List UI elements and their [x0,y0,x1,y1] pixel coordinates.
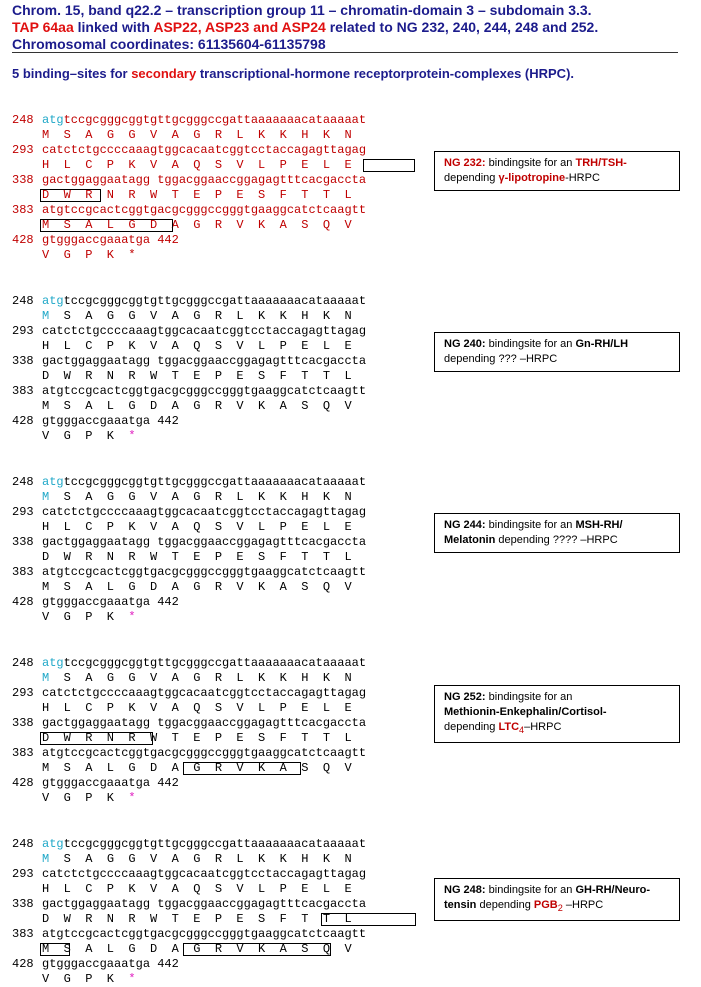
aa-sequence: M S A L G D A G R V K A S Q V [42,399,352,413]
note-id: NG 244: [444,519,486,531]
linked-text: linked with [73,19,154,35]
dna-sequence: gtgggaccgaaatga 442 [42,957,179,971]
dna-line [12,143,432,158]
aa-line [12,158,432,173]
aa-line [12,490,432,505]
dna-line [12,173,432,188]
aa-sequence: D W R N R W T E P E S F T T L [42,550,352,564]
note-ng252 [434,685,680,743]
note-hormone: TRH/TSH- [575,157,627,169]
aa-sequence: M S A L G D A G R V K A S Q V [42,761,352,775]
dna-sequence: catctctgccccaaagtggcacaatcggtcctaccagagttagag [42,505,367,519]
position-number: 338 [12,716,34,730]
dna-sequence: tccgcgggcggtgttgcgggccgattaaaaaaacataaaaat [63,475,367,489]
aa-sequence: H L C P K V A Q S V L P E L E [42,701,352,715]
position-number: 293 [12,867,34,881]
dna-sequence: gactggaggaatagg tggacggaaccggagagtttcacgaccta [42,716,367,730]
dna-sequence: gactggaggaatagg tggacggaaccggagagtttcacgaccta [42,535,367,549]
binding-box [183,762,301,775]
aa-sequence: D W R N R W T E P E S F T T L [42,188,352,202]
dna-sequence: gtgggaccgaaatga 442 [42,776,179,790]
stop-codon: * [128,610,136,624]
dna-sequence: catctctgccccaaagtggcacaatcggtcctaccagagttagag [42,867,367,881]
aa-sequence: V G P K [42,429,129,443]
dna-line [12,535,432,550]
position-number: 248 [12,475,34,489]
aa-sequence: S A G G V A G R L K K H K N [49,490,352,504]
aa-line [12,429,432,444]
aa-line [12,701,432,716]
stop-codon: * [128,429,136,443]
aa-sequence: M S A L G D A G R V K A S Q V [42,942,352,956]
aa-line [12,912,432,927]
position-number: 293 [12,143,34,157]
aa-sequence: S A G G V A G R L K K H K N [49,671,352,685]
dna-sequence: catctctgccccaaagtggcacaatcggtcctaccagagttagag [42,143,367,157]
note-ng244 [434,513,680,553]
dna-line [12,776,432,791]
note-text: bindingsite for an [485,519,576,531]
header-line-3: Chromosomal coordinates: 61135604-61135798 [12,36,326,52]
position-number: 248 [12,294,34,308]
aa-sequence: D W R N R W T E P E S F T T L [42,912,352,926]
aa-sequence: S A G G V A G R L K K H K N [49,852,352,866]
note-id: NG 232: [444,157,486,169]
dna-line [12,505,432,520]
dna-sequence: catctctgccccaaagtggcacaatcggtcctaccagagttagag [42,686,367,700]
position-number: 338 [12,535,34,549]
note-subscript: 2 [557,903,563,914]
aa-sequence: H L C P K V A Q S V L P E L E [42,882,352,896]
aa-line [12,128,432,143]
aa-sequence: M S A L G D A G R V K A S Q V [42,218,352,232]
header-line-2 [12,19,598,36]
dna-line [12,927,432,942]
note-text: –HRPC [562,899,604,911]
binding-box [183,943,331,956]
aa-sequence: D W R N R W T E P E S F T T L [42,731,352,745]
aa-line [12,309,432,324]
sequence-block-ng248 [12,837,432,987]
note-id: NG 248: [444,884,486,896]
position-number: 428 [12,595,34,609]
aa-start: M [42,671,50,685]
note-ng248 [434,878,680,921]
aa-start: M [42,128,50,142]
aa-line [12,671,432,686]
note-text: depending [444,721,499,733]
aa-start: M [42,852,50,866]
dna-sequence: gtgggaccgaaatga 442 [42,233,179,247]
note-text: bindingsite for an [485,338,576,350]
position-number: 248 [12,656,34,670]
related-text: related to NG 232, 240, 244, 248 and 252. [325,19,599,35]
note-ng232 [434,151,680,191]
position-number: 383 [12,203,34,217]
dna-line [12,837,432,852]
stop-codon: * [128,248,136,262]
aa-line [12,399,432,414]
position-number: 293 [12,324,34,338]
binding-box [40,189,101,202]
aa-line [12,248,432,263]
aa-sequence: M S A L G D A G R V K A S Q V [42,580,352,594]
dna-sequence: catctctgccccaaagtggcacaatcggtcctaccagagttagag [42,324,367,338]
dna-sequence: gactggaggaatagg tggacggaaccggagagtttcacgaccta [42,173,367,187]
start-codon: atg [42,475,64,489]
aa-sequence: V G P K [42,610,129,624]
aa-line [12,852,432,867]
position-number: 428 [12,776,34,790]
note-hormone: LTC [498,721,520,733]
note-hormone: Melatonin [444,534,496,546]
start-codon: atg [42,656,64,670]
note-text: depending [444,172,499,184]
stop-codon: * [128,972,136,986]
dna-sequence: tccgcgggcggtgttgcgggccgattaaaaaaacataaaaat [63,294,367,308]
subtitle-secondary: secondary [131,66,197,81]
position-number: 383 [12,927,34,941]
dna-line [12,324,432,339]
dna-sequence: atgtccgcactcggtgacgcgggccgggtgaaggcatctcaagtt [42,746,367,760]
aa-sequence: D W R N R W T E P E S F T T L [42,369,352,383]
note-text: bindingsite for an [485,157,576,169]
aa-start: M [42,490,50,504]
dna-line [12,233,432,248]
note-text: -HRPC [565,172,600,184]
note-id: NG 252: [444,691,486,703]
position-number: 428 [12,957,34,971]
note-hormone: γ-lipotropine [498,172,566,184]
tap-label: TAP 64aa [12,19,74,35]
sequence-block-ng252 [12,656,432,806]
dna-line [12,656,432,671]
aa-sequence: V G P K [42,248,129,262]
binding-box [40,732,153,745]
binding-box [363,159,415,172]
dna-line [12,203,432,218]
aa-line [12,882,432,897]
position-number: 248 [12,837,34,851]
dna-sequence: tccgcgggcggtgttgcgggccgattaaaaaaacataaaaat [63,837,367,851]
dna-line [12,113,432,128]
position-number: 293 [12,505,34,519]
dna-sequence: gtgggaccgaaatga 442 [42,414,179,428]
dna-line [12,867,432,882]
aa-line [12,520,432,535]
aa-line [12,731,432,746]
header-line-1: Chrom. 15, band q22.2 – transcription group 11 – chromatin-domain 3 – subdomain 3.3. [12,2,592,18]
note-text: bindingsite for an [485,691,573,703]
binding-box [321,913,416,926]
aa-start: M [42,309,50,323]
aa-line [12,761,432,776]
dna-sequence: gactggaggaatagg tggacggaaccggagagtttcacgaccta [42,354,367,368]
note-id: NG 240: [444,338,486,350]
aa-line [12,791,432,806]
aa-line [12,550,432,565]
aa-sequence: S A G G V A G R L K K H K N [49,128,352,142]
aa-line [12,610,432,625]
binding-box [40,219,173,232]
aa-line [12,580,432,595]
aa-sequence: H L C P K V A Q S V L P E L E [42,520,352,534]
aa-sequence: S A G G V A G R L K K H K N [49,309,352,323]
stop-codon: * [128,791,136,805]
aa-line [12,942,432,957]
note-subscript: 4 [519,725,525,736]
position-number: 248 [12,113,34,127]
position-number: 428 [12,233,34,247]
dna-line [12,957,432,972]
binding-box [40,943,70,956]
note-text: bindingsite for an [485,884,576,896]
subtitle-part-c: transcriptional-hormone receptorprotein-complexes (HRPC). [196,66,575,81]
start-codon: atg [42,837,64,851]
dna-line [12,475,432,490]
aa-sequence: H L C P K V A Q S V L P E L E [42,339,352,353]
note-hormone: PGB [533,899,558,911]
aa-line [12,218,432,233]
aa-line [12,188,432,203]
aa-line [12,339,432,354]
dna-sequence: atgtccgcactcggtgacgcgggccgggtgaaggcatctcaagtt [42,565,367,579]
aa-sequence: H L C P K V A Q S V L P E L E [42,158,352,172]
start-codon: atg [42,113,64,127]
position-number: 383 [12,384,34,398]
note-hormone: Gn-RH/LH [575,338,629,350]
dna-line [12,595,432,610]
aa-sequence: V G P K [42,791,129,805]
note-text: depending [476,899,534,911]
dna-sequence: tccgcgggcggtgttgcgggccgattaaaaaaacataaaaat [63,113,367,127]
note-hormone: MSH-RH/ [575,519,623,531]
header-divider [12,52,678,53]
dna-line [12,897,432,912]
dna-line [12,716,432,731]
asp-list: ASP22, ASP23 and ASP24 [153,19,326,35]
position-number: 383 [12,565,34,579]
dna-sequence: atgtccgcactcggtgacgcgggccgggtgaaggcatctcaagtt [42,927,367,941]
sequence-block-ng232 [12,113,432,263]
note-hormone: tensin [444,899,477,911]
note-text: depending ??? –HRPC [444,353,558,365]
position-number: 338 [12,897,34,911]
dna-sequence: atgtccgcactcggtgacgcgggccgggtgaaggcatctcaagtt [42,203,367,217]
dna-sequence: tccgcgggcggtgttgcgggccgattaaaaaaacataaaaat [63,656,367,670]
position-number: 338 [12,354,34,368]
dna-sequence: gtgggaccgaaatga 442 [42,595,179,609]
dna-line [12,746,432,761]
sequence-block-ng244 [12,475,432,625]
note-hormone: GH-RH/Neuro- [575,884,651,896]
dna-sequence: atgtccgcactcggtgacgcgggccgggtgaaggcatctcaagtt [42,384,367,398]
aa-line [12,369,432,384]
dna-line [12,686,432,701]
position-number: 428 [12,414,34,428]
dna-sequence: gactggaggaatagg tggacggaaccggagagtttcacgaccta [42,897,367,911]
position-number: 293 [12,686,34,700]
dna-line [12,414,432,429]
note-ng240 [434,332,680,372]
note-hormone: Methionin-Enkephalin/Cortisol- [444,706,607,718]
dna-line [12,294,432,309]
sequence-block-ng240 [12,294,432,444]
note-text: –HRPC [524,721,562,733]
dna-line [12,354,432,369]
aa-sequence: V G P K [42,972,129,986]
note-text: depending ???? –HRPC [495,534,618,546]
position-number: 383 [12,746,34,760]
position-number: 338 [12,173,34,187]
start-codon: atg [42,294,64,308]
subtitle-part-a: 5 binding–sites for [12,66,132,81]
subtitle [12,66,574,81]
dna-line [12,565,432,580]
dna-line [12,384,432,399]
